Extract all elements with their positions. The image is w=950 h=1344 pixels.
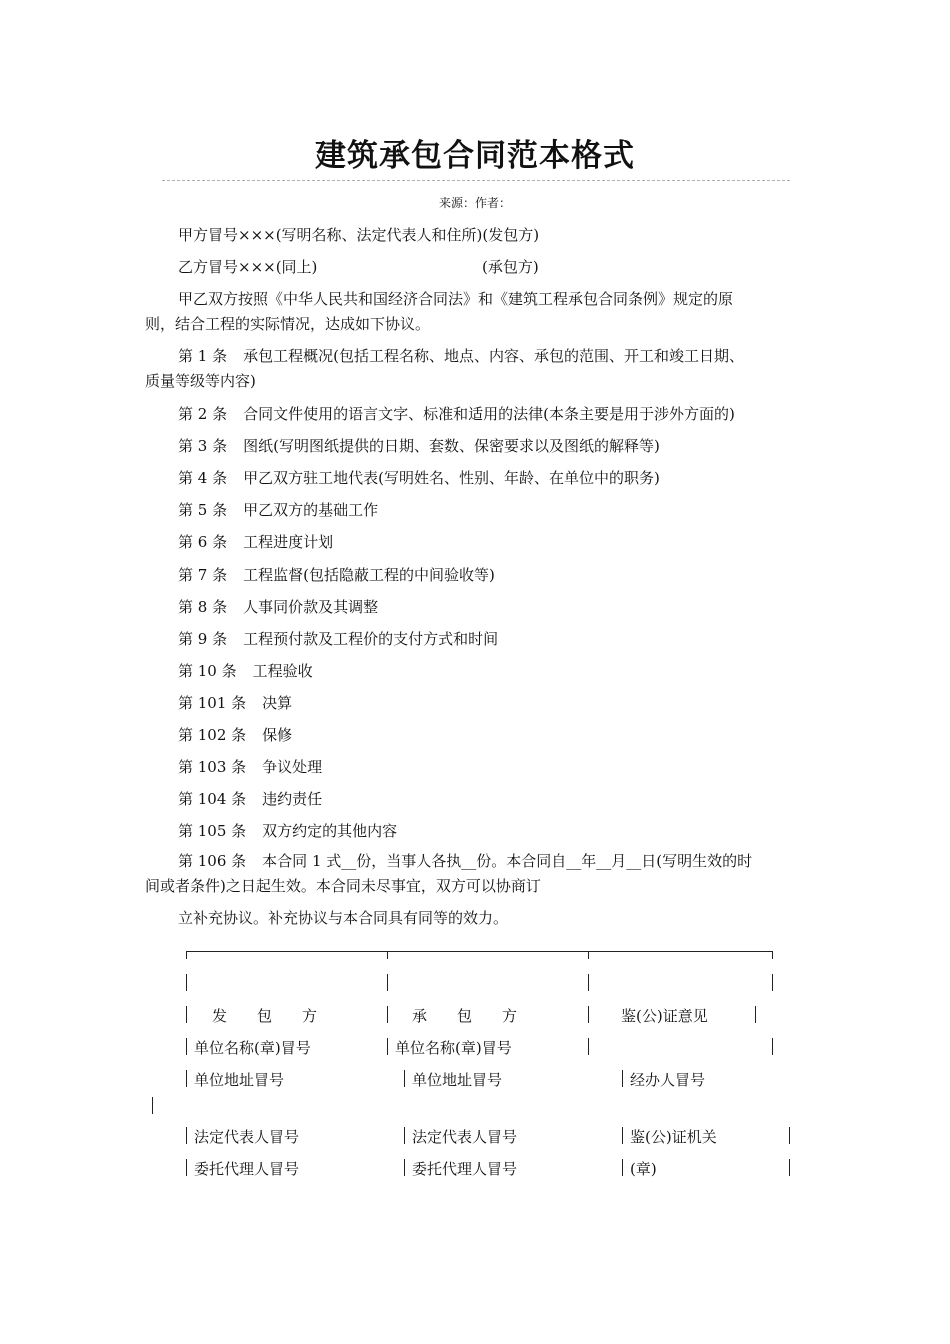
- article-row: [178, 819, 397, 844]
- article-row: [178, 755, 322, 780]
- article-number: 第 7 条: [178, 566, 228, 584]
- title-divider: [162, 180, 790, 181]
- table-bar: [186, 1006, 187, 1023]
- party-b-line: 乙方冒号×××(同上): [178, 258, 318, 276]
- col-header-employer: 发 包 方: [212, 1007, 318, 1025]
- table-bar: [186, 1038, 187, 1055]
- notary-office: 鉴(公)证机关: [630, 1128, 717, 1146]
- contractor-legal-rep: 法定代表人冒号: [412, 1128, 518, 1146]
- article-text: 保修: [262, 726, 293, 744]
- article-text: 双方约定的其他内容: [262, 822, 398, 840]
- intro-line-2: 则，结合工程的实际情况，达成如下协议。: [145, 315, 431, 333]
- article-row: [178, 659, 313, 684]
- table-corner: [772, 951, 773, 959]
- article-106-line-2: 间或者条件)之日起生效。本合同未尽事宜，双方可以协商订: [145, 877, 541, 895]
- contractor-unit-address: 单位地址冒号: [412, 1071, 503, 1089]
- article-text: 本合同 1 式__份，当事人各执__份。本合同自__年__月__日(写明生效的时: [262, 852, 753, 870]
- article-row: [178, 466, 660, 491]
- article-number: 第 105 条: [178, 822, 247, 840]
- employer-agent: 委托代理人冒号: [194, 1160, 300, 1178]
- document-title: 建筑承包合同范本格式: [315, 138, 635, 174]
- table-bar: [588, 1038, 589, 1055]
- article-text: 工程监督(包括隐蔽工程的中间验收等): [243, 566, 495, 584]
- article-number: 第 104 条: [178, 790, 247, 808]
- article-number: 第 103 条: [178, 758, 247, 776]
- article-number: 第 8 条: [178, 598, 228, 616]
- article-1-line-1: [178, 344, 744, 369]
- article-text: 工程验收: [252, 662, 313, 680]
- table-bar: [387, 974, 388, 991]
- article-row: [178, 530, 333, 555]
- closing-line: 立补充协议。补充协议与本合同具有同等的效力。: [178, 909, 509, 927]
- article-number: 第 10 条: [178, 662, 237, 680]
- article-row: [178, 595, 378, 620]
- article-row: [178, 563, 495, 588]
- table-bar: [387, 1006, 388, 1023]
- article-row: [178, 787, 322, 812]
- table-bar: [152, 1097, 153, 1114]
- table-bar: [622, 1127, 623, 1144]
- article-number: 第 101 条: [178, 694, 247, 712]
- table-bar: [789, 1159, 790, 1176]
- table-top-border: [186, 951, 773, 952]
- article-number: 第 102 条: [178, 726, 247, 744]
- table-bar: [186, 1127, 187, 1144]
- article-row: [178, 723, 292, 748]
- article-number: 第 2 条: [178, 405, 228, 423]
- party-a-line: 甲方冒号×××(写明名称、法定代表人和住所)(发包方): [178, 226, 540, 244]
- intro-line-1: 甲乙双方按照《中华人民共和国经济合同法》和《建筑工程承包合同条例》规定的原: [178, 290, 734, 308]
- table-bar: [387, 1038, 388, 1055]
- article-106-line-1: [178, 849, 752, 874]
- article-text: 决算: [262, 694, 293, 712]
- handler: 经办人冒号: [630, 1071, 706, 1089]
- article-number: 第 6 条: [178, 533, 228, 551]
- table-bar: [404, 1070, 405, 1087]
- table-bar: [755, 1006, 756, 1023]
- employer-legal-rep: 法定代表人冒号: [194, 1128, 300, 1146]
- article-number: 第 3 条: [178, 437, 228, 455]
- article-text: 合同文件使用的语言文字、标准和适用的法律(本条主要是用于涉外方面的): [243, 405, 735, 423]
- article-text: 甲乙双方驻工地代表(写明姓名、性别、年龄、在单位中的职务): [243, 469, 660, 487]
- table-bar: [772, 1038, 773, 1055]
- table-bar: [404, 1127, 405, 1144]
- table-joint: [588, 951, 589, 959]
- article-number: 第 5 条: [178, 501, 228, 519]
- article-text: 工程预付款及工程价的支付方式和时间: [243, 630, 499, 648]
- col-header-notary: 鉴(公)证意见: [621, 1007, 708, 1025]
- table-joint: [387, 951, 388, 959]
- article-text: 争议处理: [262, 758, 323, 776]
- article-row: [178, 434, 660, 459]
- employer-unit-address: 单位地址冒号: [194, 1071, 285, 1089]
- col-header-contractor: 承 包 方: [412, 1007, 518, 1025]
- article-text: 违约责任: [262, 790, 323, 808]
- contractor-agent: 委托代理人冒号: [412, 1160, 518, 1178]
- article-1-line-2: 质量等级等内容): [145, 372, 256, 390]
- article-text: 人事同价款及其调整: [243, 598, 379, 616]
- article-number: 第 9 条: [178, 630, 228, 648]
- article-text: 承包工程概况(包括工程名称、地点、内容、承包的范围、开工和竣工日期、: [243, 347, 744, 365]
- table-bar: [186, 974, 187, 991]
- party-b-role: (承包方): [482, 258, 539, 276]
- contractor-unit-name: 单位名称(章)冒号: [395, 1039, 512, 1057]
- article-text: 甲乙双方的基础工作: [243, 501, 379, 519]
- article-row: [178, 498, 378, 523]
- article-row: [178, 402, 735, 427]
- article-text: 图纸(写明图纸提供的日期、套数、保密要求以及图纸的解释等): [243, 437, 660, 455]
- table-bar: [186, 1070, 187, 1087]
- article-number: 第 4 条: [178, 469, 228, 487]
- table-bar: [622, 1159, 623, 1176]
- table-bar: [622, 1070, 623, 1087]
- article-number: 第 1 条: [178, 347, 228, 365]
- source-line: 来源：作者：: [438, 196, 511, 210]
- article-text: 工程进度计划: [243, 533, 334, 551]
- table-corner: [186, 951, 187, 959]
- employer-unit-name: 单位名称(章)冒号: [194, 1039, 311, 1057]
- table-bar: [588, 1006, 589, 1023]
- notary-seal: (章): [630, 1160, 657, 1178]
- article-row: [178, 627, 498, 652]
- table-bar: [789, 1127, 790, 1144]
- table-bar: [588, 974, 589, 991]
- table-bar: [772, 974, 773, 991]
- table-bar: [186, 1159, 187, 1176]
- table-bar: [404, 1159, 405, 1176]
- article-number: 第 106 条: [178, 852, 247, 870]
- article-row: [178, 691, 292, 716]
